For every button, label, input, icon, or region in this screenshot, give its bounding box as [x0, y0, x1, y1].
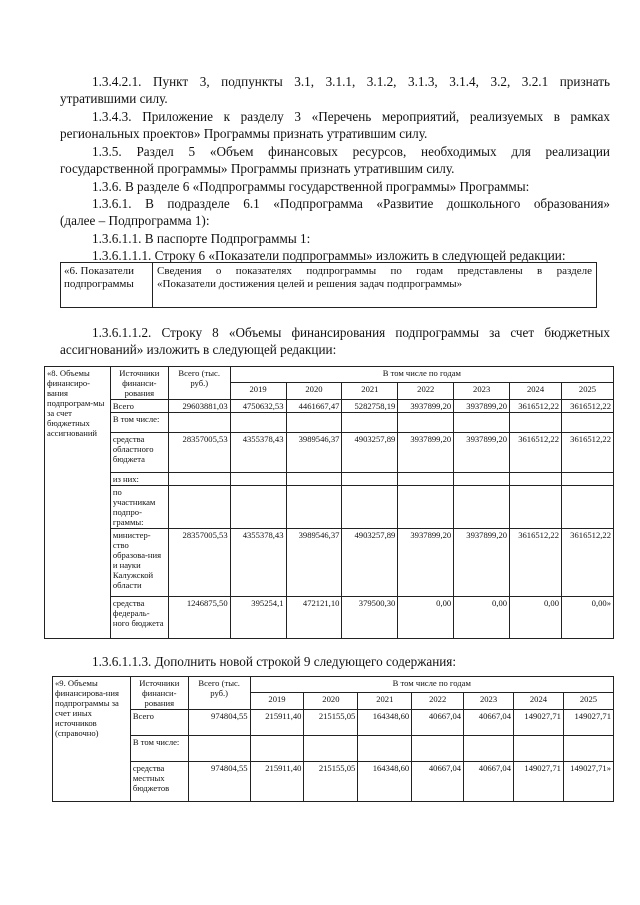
paragraph-7: 1.3.6.1.1.1. Строку 6 «Показатели подпрограммы» изложить в следующей редакции:: [92, 248, 566, 263]
row-6-indicators-box: [60, 262, 597, 308]
t8-header-sources: Источники финанси-рования: [110, 367, 168, 400]
t9-cell: 215911,40: [250, 762, 304, 802]
t8-cell-total: 29603881,03: [168, 400, 230, 413]
t9-year: 2019: [250, 692, 304, 709]
t8-cell: 3616512,22: [510, 400, 562, 413]
t8-cell-name: средства федераль-ного бюджета: [110, 597, 168, 639]
t9-cell: 149027,71: [514, 710, 564, 736]
paragraph-3-line-2: государственной программы» Программы признать утратившим силу.: [60, 161, 455, 176]
row-6-text-line-1: Сведения о показателях подпрограммы по годам представлены в разделе: [157, 265, 592, 277]
paragraph-1-line-1: 1.3.4.2.1. Пункт 3, подпункты 3.1, 3.1.1, 3.1.2, 3.1.3, 3.1.4, 3.2, 3.2.1 признать: [92, 74, 610, 89]
t8-year: 2020: [286, 382, 342, 399]
t9-cell: 149027,71: [563, 710, 613, 736]
t8-cell: 3937899,20: [398, 529, 454, 597]
t8-year: 2023: [454, 382, 510, 399]
t8-row-ministry: [45, 529, 614, 597]
t8-cell: 4461667,47: [286, 400, 342, 413]
t8-header-years: В том числе по годам: [230, 367, 613, 383]
t9-year: 2020: [304, 692, 358, 709]
t8-cell: 3989546,37: [286, 433, 342, 473]
t9-cell-name: Всего: [130, 710, 188, 736]
row-6-text: [153, 263, 596, 293]
t9-year: 2022: [412, 692, 464, 709]
paragraph-1-line-2: утратившими силу.: [60, 91, 168, 106]
t9-cell-total: 974804,55: [188, 762, 250, 802]
t8-cell: 3937899,20: [454, 529, 510, 597]
t8-row-participants: [45, 486, 614, 529]
t8-cell-name: из них:: [110, 473, 168, 486]
t8-cell: 379500,30: [342, 597, 398, 639]
t9-cell: 149027,71: [514, 762, 564, 802]
t8-row-total: [45, 400, 614, 413]
t9-cell: 40667,04: [412, 710, 464, 736]
paragraph-6: 1.3.6.1.1. В паспорте Подпрограммы 1:: [92, 231, 311, 246]
t9-year: 2021: [358, 692, 412, 709]
t8-cell: 395254,1: [230, 597, 286, 639]
t8-row-federal: [45, 597, 614, 639]
t8-label: «8. Объемы финансиро-вания подпрограм-мы за счет бюджетных ассигнований: [45, 367, 111, 639]
t9-cell-total: 974804,55: [188, 710, 250, 736]
paragraph-4: 1.3.6. В разделе 6 «Подпрограммы государственной программы» Программы:: [92, 179, 530, 194]
t8-cell: 4903257,89: [342, 433, 398, 473]
t8-cell: 0,00»: [562, 597, 614, 639]
t8-cell: 0,00: [510, 597, 562, 639]
t9-cell: 215155,05: [304, 710, 358, 736]
t9-year: 2024: [514, 692, 564, 709]
t8-cell: 3616512,22: [562, 433, 614, 473]
t9-header-sources: Источники финанси-рования: [130, 677, 188, 710]
t8-cell-total: 28357005,53: [168, 433, 230, 473]
paragraph-8-line-2: ассигнований» изложить в следующей редакции:: [60, 342, 337, 357]
paragraph-8-line-1: 1.3.6.1.1.2. Строку 8 «Объемы финансирования подпрограммы за счет бюджетных: [92, 325, 610, 340]
t8-cell: 0,00: [398, 597, 454, 639]
t8-year: 2022: [398, 382, 454, 399]
t9-row-local: [53, 762, 614, 802]
t8-cell: 4903257,89: [342, 529, 398, 597]
row-6-label: «6. Показатели подпрограммы: [61, 263, 153, 307]
t8-cell: 3937899,20: [454, 433, 510, 473]
t8-cell: 5282758,19: [342, 400, 398, 413]
t9-cell: 215155,05: [304, 762, 358, 802]
t8-cell: 3616512,22: [510, 529, 562, 597]
t8-cell: 3937899,20: [454, 400, 510, 413]
t8-year: 2021: [342, 382, 398, 399]
t9-header-years: В том числе по годам: [250, 677, 613, 693]
t9-cell-name: средства местных бюджетов: [130, 762, 188, 802]
t8-cell-total: 1246875,50: [168, 597, 230, 639]
financing-table-row-8: [44, 366, 614, 639]
paragraph-5-line-2: (далее – Подпрограмма 1):: [60, 213, 210, 228]
paragraph-2-line-2: региональных проектов» Программы признать утратившим силу.: [60, 126, 428, 141]
t9-cell: 164348,60: [358, 710, 412, 736]
t9-row-total: [53, 710, 614, 736]
t8-row-regional: [45, 433, 614, 473]
t9-year: 2023: [464, 692, 514, 709]
t9-cell: 164348,60: [358, 762, 412, 802]
t8-year: 2019: [230, 382, 286, 399]
t9-cell: 149027,71»: [563, 762, 613, 802]
paragraph-3-line-1: 1.3.5. Раздел 5 «Объем финансовых ресурсов, необходимых для реализации: [92, 144, 610, 159]
t9-cell: 215911,40: [250, 710, 304, 736]
t9-cell: 40667,04: [464, 762, 514, 802]
t9-label: «9. Объемы финансирова-ния подпрограммы за счет иных источников (справочно): [53, 677, 131, 802]
t8-cell: 3616512,22: [562, 400, 614, 413]
t9-row-including: [53, 736, 614, 762]
t8-cell: 3616512,22: [510, 433, 562, 473]
row-6-text-line-2: «Показатели достижения целей и решения задач подпрограммы»: [157, 278, 463, 290]
t9-cell-name: В том числе:: [130, 736, 188, 762]
t8-cell-total: 28357005,53: [168, 529, 230, 597]
t8-cell: 4750632,53: [230, 400, 286, 413]
t9-cell: 40667,04: [412, 762, 464, 802]
paragraph-5-line-1: 1.3.6.1. В подразделе 6.1 «Подпрограмма «Развитие дошкольного образования»: [92, 196, 610, 211]
t8-cell-name: средства областного бюджета: [110, 433, 168, 473]
t8-cell: 4355378,43: [230, 529, 286, 597]
t8-cell: 3616512,22: [562, 529, 614, 597]
t8-cell-name: Всего: [110, 400, 168, 413]
t8-cell: 3937899,20: [398, 433, 454, 473]
t8-cell-name: по участникам подпро-граммы:: [110, 486, 168, 529]
t8-cell: 0,00: [454, 597, 510, 639]
t8-cell: 472121,10: [286, 597, 342, 639]
t8-cell: 3989546,37: [286, 529, 342, 597]
t8-cell: 3937899,20: [398, 400, 454, 413]
t9-cell: 40667,04: [464, 710, 514, 736]
t8-header-total: Всего (тыс. руб.): [168, 367, 230, 400]
t9-year: 2025: [563, 692, 613, 709]
t8-cell-name: министер-ство образова-ния и науки Калужской области: [110, 529, 168, 597]
t8-cell-name: В том числе:: [110, 413, 168, 433]
t8-cell: 4355378,43: [230, 433, 286, 473]
t8-row-of-them: [45, 473, 614, 486]
paragraph-9: 1.3.6.1.1.3. Дополнить новой строкой 9 следующего содержания:: [92, 654, 457, 669]
t9-header-total: Всего (тыс. руб.): [188, 677, 250, 710]
t8-row-including: [45, 413, 614, 433]
t8-year: 2024: [510, 382, 562, 399]
paragraph-2-line-1: 1.3.4.3. Приложение к разделу 3 «Перечень мероприятий, реализуемых в рамках: [92, 109, 610, 124]
financing-table-row-9: [52, 676, 614, 802]
t8-year: 2025: [562, 382, 614, 399]
